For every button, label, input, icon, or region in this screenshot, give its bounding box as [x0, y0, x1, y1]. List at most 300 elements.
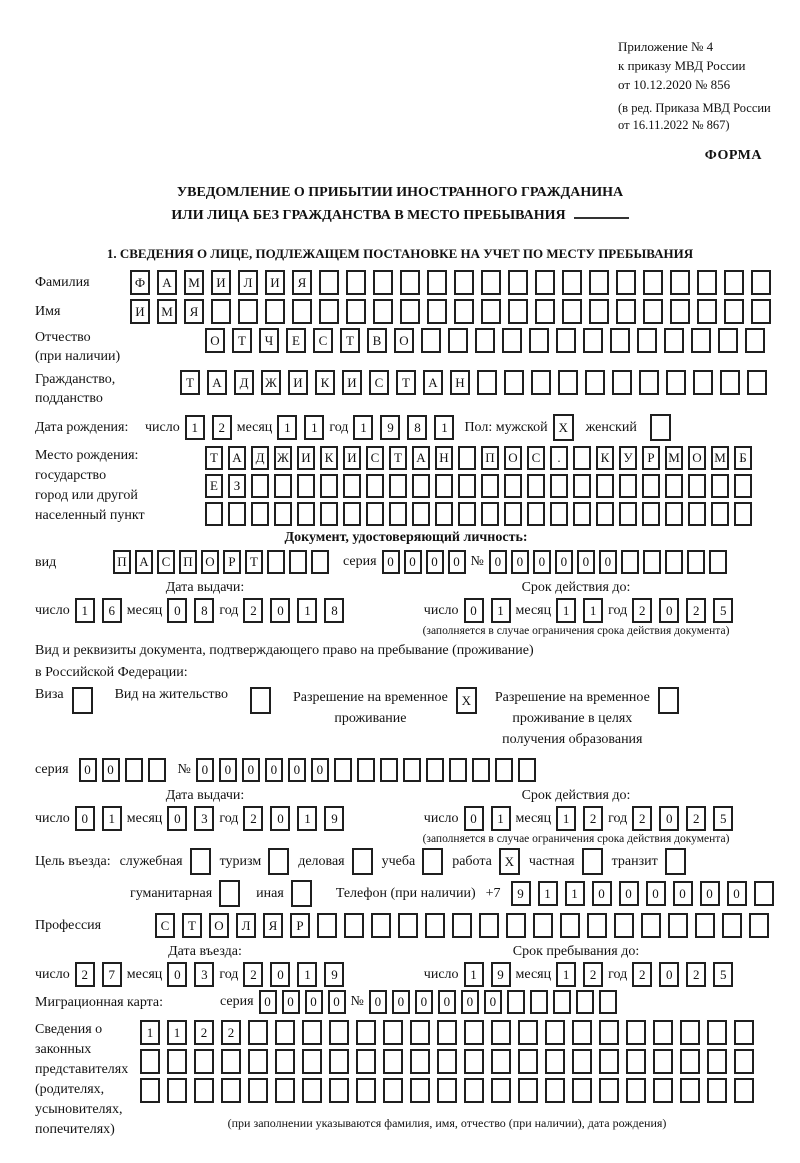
form-cell[interactable]: [599, 1078, 619, 1103]
form-cell[interactable]: 0: [75, 806, 95, 831]
form-cell[interactable]: 1: [167, 1020, 187, 1045]
form-cell[interactable]: [380, 758, 398, 782]
form-cell[interactable]: [507, 990, 525, 1014]
form-cell[interactable]: [250, 687, 271, 714]
form-cell[interactable]: 2: [686, 962, 706, 987]
form-cell[interactable]: [437, 1020, 457, 1045]
form-cell[interactable]: 0: [659, 962, 679, 987]
form-cell[interactable]: [697, 299, 717, 324]
form-cell[interactable]: [734, 502, 752, 526]
form-cell[interactable]: [410, 1078, 430, 1103]
form-cell[interactable]: [343, 474, 361, 498]
form-cell[interactable]: [680, 1049, 700, 1074]
form-cell[interactable]: [518, 758, 536, 782]
form-cell[interactable]: X: [499, 848, 520, 875]
form-cell[interactable]: О: [688, 446, 706, 470]
form-cell[interactable]: [302, 1049, 322, 1074]
form-cell[interactable]: С: [155, 913, 175, 938]
form-cell[interactable]: [653, 1078, 673, 1103]
form-cell[interactable]: [599, 1020, 619, 1045]
form-cell[interactable]: [238, 299, 258, 324]
form-cell[interactable]: Ч: [259, 328, 279, 353]
form-cell[interactable]: 0: [484, 990, 502, 1014]
purpose-official-checkbox[interactable]: [190, 848, 211, 875]
form-cell[interactable]: [412, 502, 430, 526]
form-cell[interactable]: [643, 550, 661, 574]
form-cell[interactable]: С: [366, 446, 384, 470]
form-cell[interactable]: [302, 1020, 322, 1045]
form-cell[interactable]: О: [394, 328, 414, 353]
form-cell[interactable]: [248, 1020, 268, 1045]
form-cell[interactable]: [167, 1049, 187, 1074]
form-cell[interactable]: [639, 370, 659, 395]
form-cell[interactable]: [665, 474, 683, 498]
form-cell[interactable]: О: [205, 328, 225, 353]
form-cell[interactable]: [643, 270, 663, 295]
form-cell[interactable]: М: [184, 270, 204, 295]
form-cell[interactable]: [346, 270, 366, 295]
form-cell[interactable]: 2: [221, 1020, 241, 1045]
form-cell[interactable]: [422, 848, 443, 875]
form-cell[interactable]: 3: [194, 806, 214, 831]
form-cell[interactable]: [289, 550, 307, 574]
form-cell[interactable]: 7: [102, 962, 122, 987]
form-cell[interactable]: Т: [180, 370, 200, 395]
form-cell[interactable]: Ж: [274, 446, 292, 470]
form-cell[interactable]: [734, 1078, 754, 1103]
form-cell[interactable]: [140, 1049, 160, 1074]
form-cell[interactable]: [403, 758, 421, 782]
form-cell[interactable]: [658, 687, 679, 714]
form-cell[interactable]: [596, 474, 614, 498]
form-cell[interactable]: С: [157, 550, 175, 574]
form-cell[interactable]: 8: [324, 598, 344, 623]
form-cell[interactable]: [619, 474, 637, 498]
form-cell[interactable]: [535, 299, 555, 324]
form-cell[interactable]: [665, 502, 683, 526]
form-cell[interactable]: [346, 299, 366, 324]
form-cell[interactable]: 5: [713, 806, 733, 831]
form-cell[interactable]: [724, 299, 744, 324]
form-cell[interactable]: [695, 913, 715, 938]
form-cell[interactable]: [650, 414, 671, 441]
form-cell[interactable]: [475, 328, 495, 353]
form-cell[interactable]: [148, 758, 166, 782]
form-cell[interactable]: [410, 1049, 430, 1074]
form-cell[interactable]: Д: [251, 446, 269, 470]
form-cell[interactable]: [479, 913, 499, 938]
form-cell[interactable]: [612, 370, 632, 395]
form-cell[interactable]: [464, 1049, 484, 1074]
form-cell[interactable]: 2: [194, 1020, 214, 1045]
form-cell[interactable]: К: [320, 446, 338, 470]
form-cell[interactable]: 9: [511, 881, 531, 906]
form-cell[interactable]: И: [265, 270, 285, 295]
form-cell[interactable]: [267, 550, 285, 574]
form-cell[interactable]: 0: [328, 990, 346, 1014]
form-cell[interactable]: [383, 1020, 403, 1045]
purpose-private-checkbox[interactable]: [582, 848, 603, 875]
form-cell[interactable]: 0: [533, 550, 551, 574]
form-cell[interactable]: [711, 474, 729, 498]
form-cell[interactable]: 0: [369, 990, 387, 1014]
form-cell[interactable]: [317, 913, 337, 938]
form-cell[interactable]: 0: [282, 990, 300, 1014]
form-cell[interactable]: [292, 299, 312, 324]
form-cell[interactable]: 0: [673, 881, 693, 906]
form-cell[interactable]: [366, 502, 384, 526]
form-cell[interactable]: [491, 1078, 511, 1103]
form-cell[interactable]: 9: [380, 415, 400, 440]
form-cell[interactable]: Т: [245, 550, 263, 574]
form-cell[interactable]: 1: [491, 806, 511, 831]
form-cell[interactable]: [302, 1078, 322, 1103]
form-cell[interactable]: О: [201, 550, 219, 574]
form-cell[interactable]: Т: [205, 446, 223, 470]
form-cell[interactable]: М: [665, 446, 683, 470]
form-cell[interactable]: [573, 474, 591, 498]
form-cell[interactable]: [472, 758, 490, 782]
form-cell[interactable]: 1: [565, 881, 585, 906]
form-cell[interactable]: [319, 299, 339, 324]
form-cell[interactable]: [626, 1020, 646, 1045]
form-cell[interactable]: [642, 474, 660, 498]
form-cell[interactable]: Е: [205, 474, 223, 498]
form-cell[interactable]: Ж: [261, 370, 281, 395]
form-cell[interactable]: [491, 1049, 511, 1074]
form-cell[interactable]: [454, 270, 474, 295]
purpose-study-checkbox[interactable]: [422, 848, 443, 875]
form-cell[interactable]: 1: [491, 598, 511, 623]
form-cell[interactable]: 1: [297, 806, 317, 831]
form-cell[interactable]: 0: [242, 758, 260, 782]
form-cell[interactable]: 0: [438, 990, 456, 1014]
form-cell[interactable]: [572, 1078, 592, 1103]
form-cell[interactable]: 0: [404, 550, 422, 574]
form-cell[interactable]: 1: [556, 962, 576, 987]
form-cell[interactable]: М: [711, 446, 729, 470]
form-cell[interactable]: [458, 502, 476, 526]
form-cell[interactable]: [576, 990, 594, 1014]
form-cell[interactable]: 1: [277, 415, 297, 440]
form-cell[interactable]: [221, 1078, 241, 1103]
form-cell[interactable]: [619, 502, 637, 526]
form-cell[interactable]: [610, 328, 630, 353]
form-cell[interactable]: [637, 328, 657, 353]
form-cell[interactable]: 2: [686, 598, 706, 623]
form-cell[interactable]: 0: [511, 550, 529, 574]
form-cell[interactable]: [504, 474, 522, 498]
form-cell[interactable]: [371, 913, 391, 938]
form-cell[interactable]: [481, 270, 501, 295]
form-cell[interactable]: [435, 474, 453, 498]
form-cell[interactable]: [248, 1049, 268, 1074]
form-cell[interactable]: Т: [389, 446, 407, 470]
form-cell[interactable]: [687, 550, 705, 574]
form-cell[interactable]: 2: [632, 598, 652, 623]
form-cell[interactable]: 1: [297, 962, 317, 987]
form-cell[interactable]: [596, 502, 614, 526]
form-cell[interactable]: И: [343, 446, 361, 470]
form-cell[interactable]: [275, 1049, 295, 1074]
form-cell[interactable]: [718, 328, 738, 353]
form-cell[interactable]: [518, 1049, 538, 1074]
form-cell[interactable]: [641, 913, 661, 938]
form-cell[interactable]: [291, 880, 312, 907]
form-cell[interactable]: [449, 758, 467, 782]
form-cell[interactable]: [545, 1078, 565, 1103]
form-cell[interactable]: .: [550, 446, 568, 470]
form-cell[interactable]: [693, 370, 713, 395]
form-cell[interactable]: [724, 270, 744, 295]
form-cell[interactable]: [383, 1078, 403, 1103]
form-cell[interactable]: [599, 1049, 619, 1074]
form-cell[interactable]: [190, 848, 211, 875]
form-cell[interactable]: [334, 758, 352, 782]
form-cell[interactable]: [734, 1020, 754, 1045]
form-cell[interactable]: П: [179, 550, 197, 574]
purpose-business-checkbox[interactable]: [352, 848, 373, 875]
form-cell[interactable]: [481, 474, 499, 498]
form-cell[interactable]: [329, 1020, 349, 1045]
purpose-work-checkbox[interactable]: [499, 848, 520, 875]
form-cell[interactable]: О: [209, 913, 229, 938]
form-cell[interactable]: [553, 990, 571, 1014]
form-cell[interactable]: [311, 550, 329, 574]
form-cell[interactable]: 1: [464, 962, 484, 987]
form-cell[interactable]: А: [207, 370, 227, 395]
form-cell[interactable]: Н: [450, 370, 470, 395]
form-cell[interactable]: [508, 299, 528, 324]
form-cell[interactable]: [458, 446, 476, 470]
form-cell[interactable]: [356, 1049, 376, 1074]
form-cell[interactable]: [599, 990, 617, 1014]
form-cell[interactable]: 8: [194, 598, 214, 623]
form-cell[interactable]: [734, 1049, 754, 1074]
form-cell[interactable]: [344, 913, 364, 938]
form-cell[interactable]: [665, 848, 686, 875]
form-cell[interactable]: 0: [464, 598, 484, 623]
form-cell[interactable]: [562, 270, 582, 295]
form-cell[interactable]: Ф: [130, 270, 150, 295]
form-cell[interactable]: [745, 328, 765, 353]
form-cell[interactable]: [626, 1049, 646, 1074]
form-cell[interactable]: [653, 1020, 673, 1045]
form-cell[interactable]: [643, 299, 663, 324]
form-cell[interactable]: 9: [491, 962, 511, 987]
form-cell[interactable]: [666, 370, 686, 395]
form-cell[interactable]: Д: [234, 370, 254, 395]
form-cell[interactable]: [560, 913, 580, 938]
form-cell[interactable]: [437, 1049, 457, 1074]
form-cell[interactable]: 1: [297, 598, 317, 623]
form-cell[interactable]: [435, 502, 453, 526]
form-cell[interactable]: [688, 474, 706, 498]
form-cell[interactable]: [709, 550, 727, 574]
form-cell[interactable]: С: [527, 446, 545, 470]
form-cell[interactable]: [398, 913, 418, 938]
form-cell[interactable]: [491, 1020, 511, 1045]
form-cell[interactable]: [389, 474, 407, 498]
form-cell[interactable]: Б: [734, 446, 752, 470]
form-cell[interactable]: И: [342, 370, 362, 395]
form-cell[interactable]: [412, 474, 430, 498]
form-cell[interactable]: [707, 1049, 727, 1074]
form-cell[interactable]: И: [288, 370, 308, 395]
form-cell[interactable]: [573, 502, 591, 526]
form-cell[interactable]: [211, 299, 231, 324]
form-cell[interactable]: [562, 299, 582, 324]
form-cell[interactable]: [751, 299, 771, 324]
form-cell[interactable]: О: [504, 446, 522, 470]
form-cell[interactable]: 0: [700, 881, 720, 906]
form-cell[interactable]: П: [113, 550, 131, 574]
form-cell[interactable]: [140, 1078, 160, 1103]
form-cell[interactable]: 0: [196, 758, 214, 782]
form-cell[interactable]: Р: [223, 550, 241, 574]
form-cell[interactable]: 0: [555, 550, 573, 574]
form-cell[interactable]: [527, 502, 545, 526]
form-cell[interactable]: 1: [556, 598, 576, 623]
form-cell[interactable]: А: [157, 270, 177, 295]
form-cell[interactable]: [373, 299, 393, 324]
form-cell[interactable]: [427, 299, 447, 324]
form-cell[interactable]: В: [367, 328, 387, 353]
form-cell[interactable]: 1: [556, 806, 576, 831]
form-cell[interactable]: [329, 1078, 349, 1103]
form-cell[interactable]: [167, 1078, 187, 1103]
form-cell[interactable]: [589, 299, 609, 324]
form-cell[interactable]: [205, 502, 223, 526]
residence-permit-checkbox[interactable]: [250, 687, 271, 714]
form-cell[interactable]: [670, 270, 690, 295]
form-cell[interactable]: С: [313, 328, 333, 353]
form-cell[interactable]: [518, 1078, 538, 1103]
form-cell[interactable]: [722, 913, 742, 938]
form-cell[interactable]: [749, 913, 769, 938]
form-cell[interactable]: 5: [713, 962, 733, 987]
form-cell[interactable]: [427, 270, 447, 295]
form-cell[interactable]: X: [456, 687, 477, 714]
form-cell[interactable]: [329, 1049, 349, 1074]
form-cell[interactable]: 1: [304, 415, 324, 440]
form-cell[interactable]: [720, 370, 740, 395]
form-cell[interactable]: Я: [184, 299, 204, 324]
form-cell[interactable]: 0: [305, 990, 323, 1014]
form-cell[interactable]: 9: [324, 806, 344, 831]
form-cell[interactable]: 0: [577, 550, 595, 574]
form-cell[interactable]: 0: [415, 990, 433, 1014]
form-cell[interactable]: [426, 758, 444, 782]
form-cell[interactable]: [448, 328, 468, 353]
form-cell[interactable]: [583, 328, 603, 353]
form-cell[interactable]: [275, 1020, 295, 1045]
form-cell[interactable]: [319, 270, 339, 295]
form-cell[interactable]: 0: [659, 806, 679, 831]
form-cell[interactable]: [251, 474, 269, 498]
form-cell[interactable]: [535, 270, 555, 295]
form-cell[interactable]: [356, 1078, 376, 1103]
form-cell[interactable]: И: [130, 299, 150, 324]
form-cell[interactable]: [343, 502, 361, 526]
form-cell[interactable]: X: [553, 414, 574, 441]
form-cell[interactable]: [194, 1078, 214, 1103]
form-cell[interactable]: 9: [324, 962, 344, 987]
form-cell[interactable]: [274, 502, 292, 526]
form-cell[interactable]: 2: [632, 806, 652, 831]
form-cell[interactable]: 0: [167, 962, 187, 987]
form-cell[interactable]: [533, 913, 553, 938]
form-cell[interactable]: П: [481, 446, 499, 470]
form-cell[interactable]: [616, 299, 636, 324]
purpose-humanitarian-checkbox[interactable]: [219, 880, 240, 907]
form-cell[interactable]: [389, 502, 407, 526]
form-cell[interactable]: У: [619, 446, 637, 470]
form-cell[interactable]: [616, 270, 636, 295]
form-cell[interactable]: И: [211, 270, 231, 295]
form-cell[interactable]: [508, 270, 528, 295]
form-cell[interactable]: [587, 913, 607, 938]
form-cell[interactable]: 0: [270, 962, 290, 987]
form-cell[interactable]: [297, 502, 315, 526]
form-cell[interactable]: [275, 1078, 295, 1103]
purpose-tourism-checkbox[interactable]: [268, 848, 289, 875]
form-cell[interactable]: 1: [538, 881, 558, 906]
form-cell[interactable]: [454, 299, 474, 324]
form-cell[interactable]: [734, 474, 752, 498]
form-cell[interactable]: [383, 1049, 403, 1074]
form-cell[interactable]: 1: [434, 415, 454, 440]
form-cell[interactable]: [531, 370, 551, 395]
form-cell[interactable]: [545, 1049, 565, 1074]
form-cell[interactable]: Т: [232, 328, 252, 353]
form-cell[interactable]: [125, 758, 143, 782]
purpose-transit-checkbox[interactable]: [665, 848, 686, 875]
form-cell[interactable]: [297, 474, 315, 498]
form-cell[interactable]: Р: [290, 913, 310, 938]
form-cell[interactable]: 0: [270, 806, 290, 831]
form-cell[interactable]: [558, 370, 578, 395]
form-cell[interactable]: 0: [167, 806, 187, 831]
form-cell[interactable]: [691, 328, 711, 353]
form-cell[interactable]: [219, 880, 240, 907]
form-cell[interactable]: [614, 913, 634, 938]
form-cell[interactable]: 1: [583, 598, 603, 623]
form-cell[interactable]: [668, 913, 688, 938]
form-cell[interactable]: 2: [212, 415, 232, 440]
form-cell[interactable]: Л: [238, 270, 258, 295]
form-cell[interactable]: [437, 1078, 457, 1103]
form-cell[interactable]: Т: [396, 370, 416, 395]
form-cell[interactable]: 1: [353, 415, 373, 440]
form-cell[interactable]: [688, 502, 706, 526]
form-cell[interactable]: 2: [243, 806, 263, 831]
form-cell[interactable]: Я: [263, 913, 283, 938]
form-cell[interactable]: [228, 502, 246, 526]
form-cell[interactable]: 0: [599, 550, 617, 574]
form-cell[interactable]: [556, 328, 576, 353]
form-cell[interactable]: [642, 502, 660, 526]
form-cell[interactable]: М: [157, 299, 177, 324]
form-cell[interactable]: 0: [646, 881, 666, 906]
form-cell[interactable]: 2: [243, 598, 263, 623]
form-cell[interactable]: [670, 299, 690, 324]
form-cell[interactable]: 2: [583, 806, 603, 831]
form-cell[interactable]: [582, 848, 603, 875]
form-cell[interactable]: 2: [632, 962, 652, 987]
form-cell[interactable]: [502, 328, 522, 353]
form-cell[interactable]: [506, 913, 526, 938]
